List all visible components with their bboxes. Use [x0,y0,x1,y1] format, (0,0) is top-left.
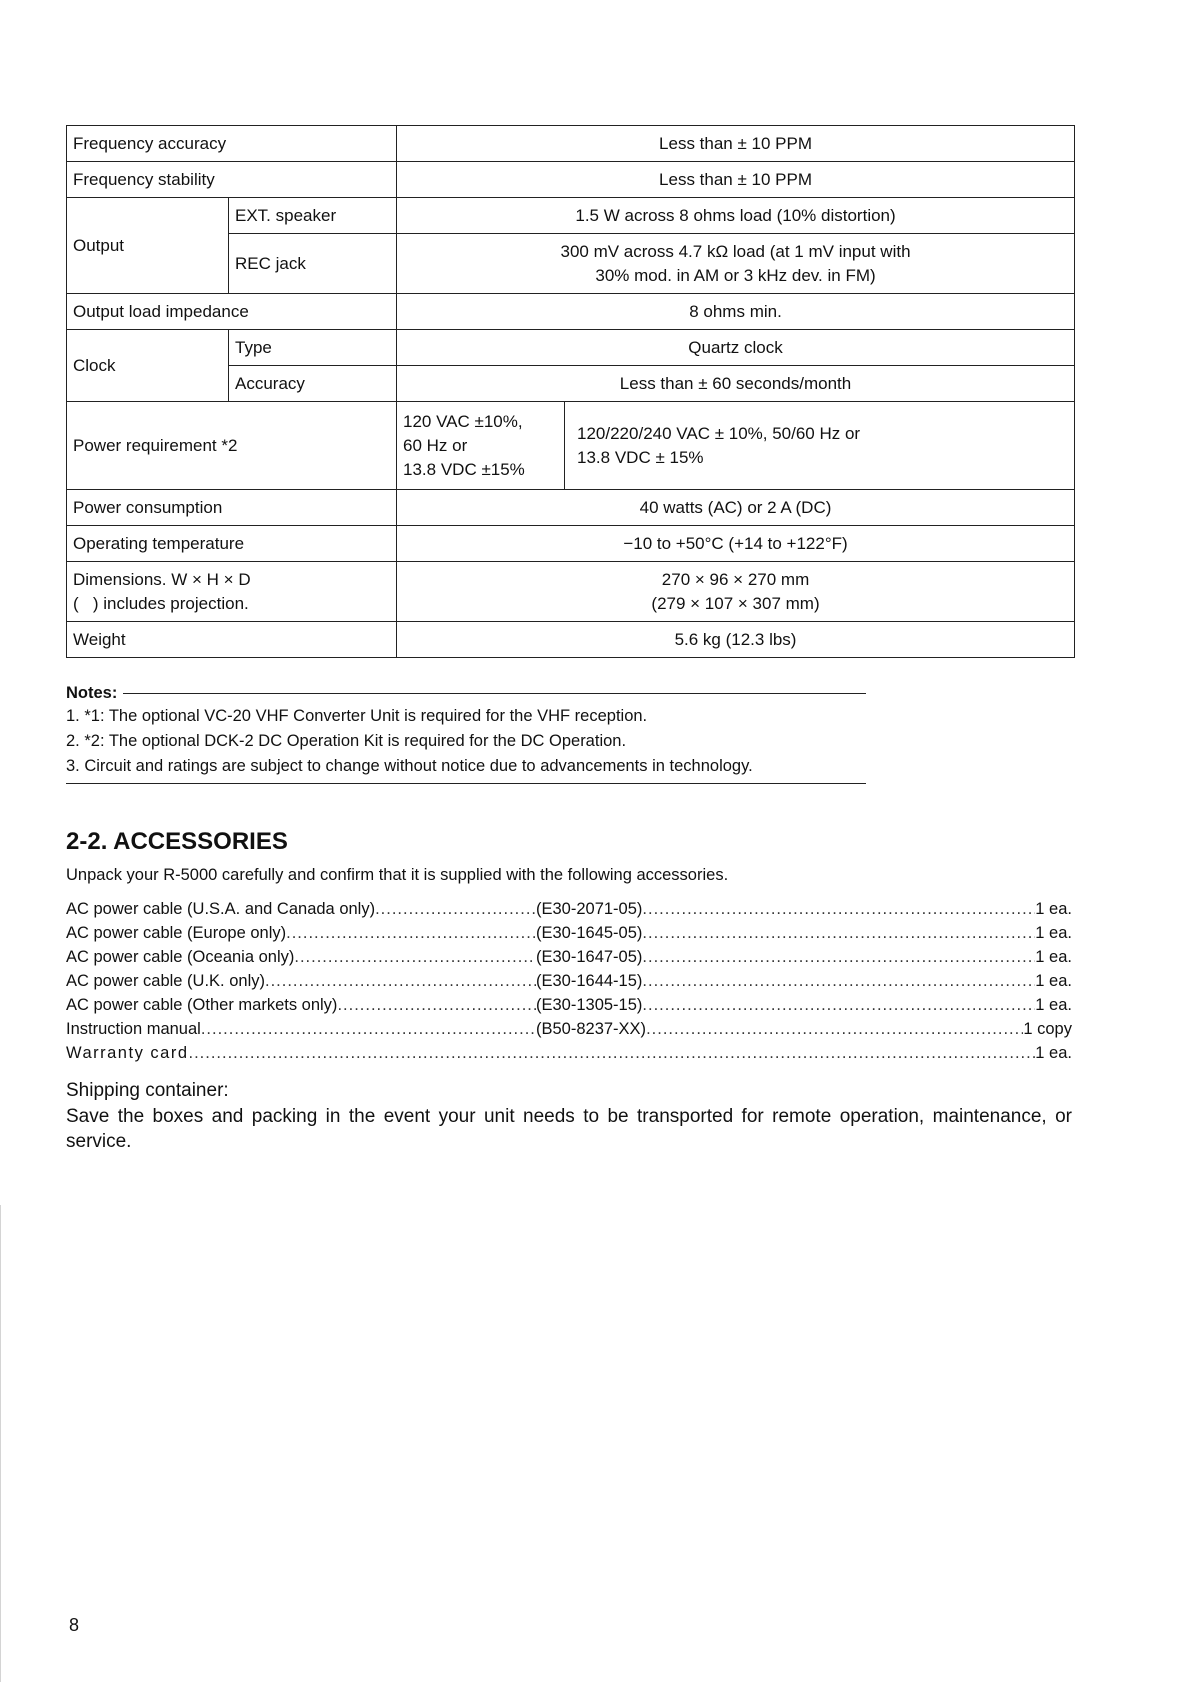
item-name: AC power cable (Other markets only) [66,996,338,1014]
dot-leader [337,996,536,1015]
item-qty: 1 copy [1023,1020,1072,1038]
dot-leader [294,948,536,967]
item-name: AC power cable (Europe only) [66,924,287,942]
spec-value: Less than ± 10 PPM [397,162,1075,198]
spec-value: 40 watts (AC) or 2 A (DC) [397,490,1075,526]
value-line: 13.8 VDC ± 15% [577,447,704,467]
shipping-heading: Shipping container: [66,1080,229,1101]
value-line: 120/220/240 VAC ± 10%, 50/60 Hz or [577,423,861,443]
spec-label: Weight [67,622,397,658]
item-code: (E30-1645-05) [536,924,643,942]
section-title: 2-2. ACCESSORIES [66,828,288,855]
scan-margin-line [0,1205,1,1682]
spec-sublabel: REC jack [229,234,397,294]
notes-heading: Notes: [66,683,118,702]
item-code: (B50-8237-XX) [536,1020,647,1038]
list-item [66,1044,1072,1068]
value-line: 30% mod. in AM or 3 kHz dev. in FM) [595,265,876,285]
dot-leader [642,924,1035,943]
notes-divider [123,693,866,694]
note-item: 2. *2: The optional DCK-2 DC Operation Kit is required for the DC Operation. [66,732,627,750]
table-row [67,294,1075,330]
spec-value [397,234,1075,294]
table-row [67,526,1075,562]
item-code: (E30-2071-05) [536,900,643,918]
item-qty: 1 ea. [1035,948,1072,966]
spec-value [397,562,1075,622]
value-line: 270 × 96 × 270 mm [661,569,810,589]
accessories-intro: Unpack your R-5000 carefully and confirm that it is supplied with the following accessories. [66,866,729,884]
spec-value: 1.5 W across 8 ohms load (10% distortion) [397,198,1075,234]
dot-leader [375,900,536,919]
spec-label: Output load impedance [67,294,397,330]
item-code: (E30-1644-15) [536,972,643,990]
table-row [67,562,1075,622]
spec-value: Quartz clock [397,330,1075,366]
item-qty: 1 ea. [1035,996,1072,1014]
note-item: 3. Circuit and ratings are subject to change without notice due to advancements in technology. [66,757,753,775]
spec-sublabel: Accuracy [229,366,397,402]
notes-heading-row [66,682,866,704]
page-number: 8 [69,1615,80,1635]
item-name: AC power cable (Oceania only) [66,948,295,966]
value-line: (279 × 107 × 307 mm) [651,593,820,613]
spec-label: Power consumption [67,490,397,526]
table-row [67,490,1075,526]
label-line: Dimensions. W × H × D [73,569,251,589]
item-code: (E30-1305-15) [536,996,643,1014]
dot-leader [642,996,1035,1015]
note-item: 1. *1: The optional VC-20 VHF Converter Unit is required for the VHF reception. [66,707,648,725]
spec-label: Frequency stability [67,162,397,198]
item-qty: 1 ea. [1035,924,1072,942]
dot-leader [642,948,1035,967]
item-code: (E30-1647-05) [536,948,643,966]
spec-value: Less than ± 60 seconds/month [397,366,1075,402]
table-row [67,126,1075,162]
spec-value: −10 to +50°C (+14 to +122°F) [397,526,1075,562]
spec-value: 8 ohms min. [397,294,1075,330]
spec-label [67,562,397,622]
spec-label: Clock [67,330,229,402]
item-qty: 1 ea. [1035,900,1072,918]
list-item [66,900,1072,924]
specifications-table [66,125,1075,658]
label-line: ( ) includes projection. [73,593,249,613]
dot-leader [201,1020,536,1039]
table-row [67,622,1075,658]
dot-leader [642,972,1035,991]
dot-leader [642,900,1035,919]
spec-value: Less than ± 10 PPM [397,126,1075,162]
dot-leader [646,1020,1023,1039]
item-name: Warranty card [66,1044,189,1062]
table-row [67,198,1075,234]
list-item [66,996,1072,1020]
table-row [67,330,1075,366]
spec-label: Power requirement *2 [67,402,397,490]
item-qty: 1 ea. [1035,972,1072,990]
value-line: 300 mV across 4.7 kΩ load (at 1 mV input with [560,241,911,261]
shipping-text: Save the boxes and packing in the event your unit needs to be transported for remote operation, maintenance, or service. [66,1106,1072,1152]
spec-label: Operating temperature [67,526,397,562]
value-line: 60 Hz or [403,435,468,455]
item-name: Instruction manual [66,1020,201,1038]
item-name: AC power cable (U.S.A. and Canada only) [66,900,376,918]
dot-leader [265,972,536,991]
table-row [67,162,1075,198]
value-line: 13.8 VDC ±15% [403,459,525,479]
spec-sublabel: Type [229,330,397,366]
spec-sublabel: EXT. speaker [229,198,397,234]
spec-value: 5.6 kg (12.3 lbs) [397,622,1075,658]
list-item [66,972,1072,996]
accessories-list [66,900,1072,1068]
dot-leader [189,1044,1036,1063]
dot-leader [286,924,536,943]
item-qty: 1 ea. [1035,1044,1072,1062]
list-item [66,1020,1072,1044]
list-item [66,948,1072,972]
item-name: AC power cable (U.K. only) [66,972,265,990]
spec-value-other [565,402,1075,490]
notes-block [66,682,866,784]
table-row [67,402,1075,490]
spec-label: Frequency accuracy [67,126,397,162]
value-line: 120 VAC ±10%, [403,411,523,431]
spec-value-usa [397,402,565,490]
spec-label: Output [67,198,229,294]
list-item [66,924,1072,948]
notes-bottom-divider [66,783,866,784]
